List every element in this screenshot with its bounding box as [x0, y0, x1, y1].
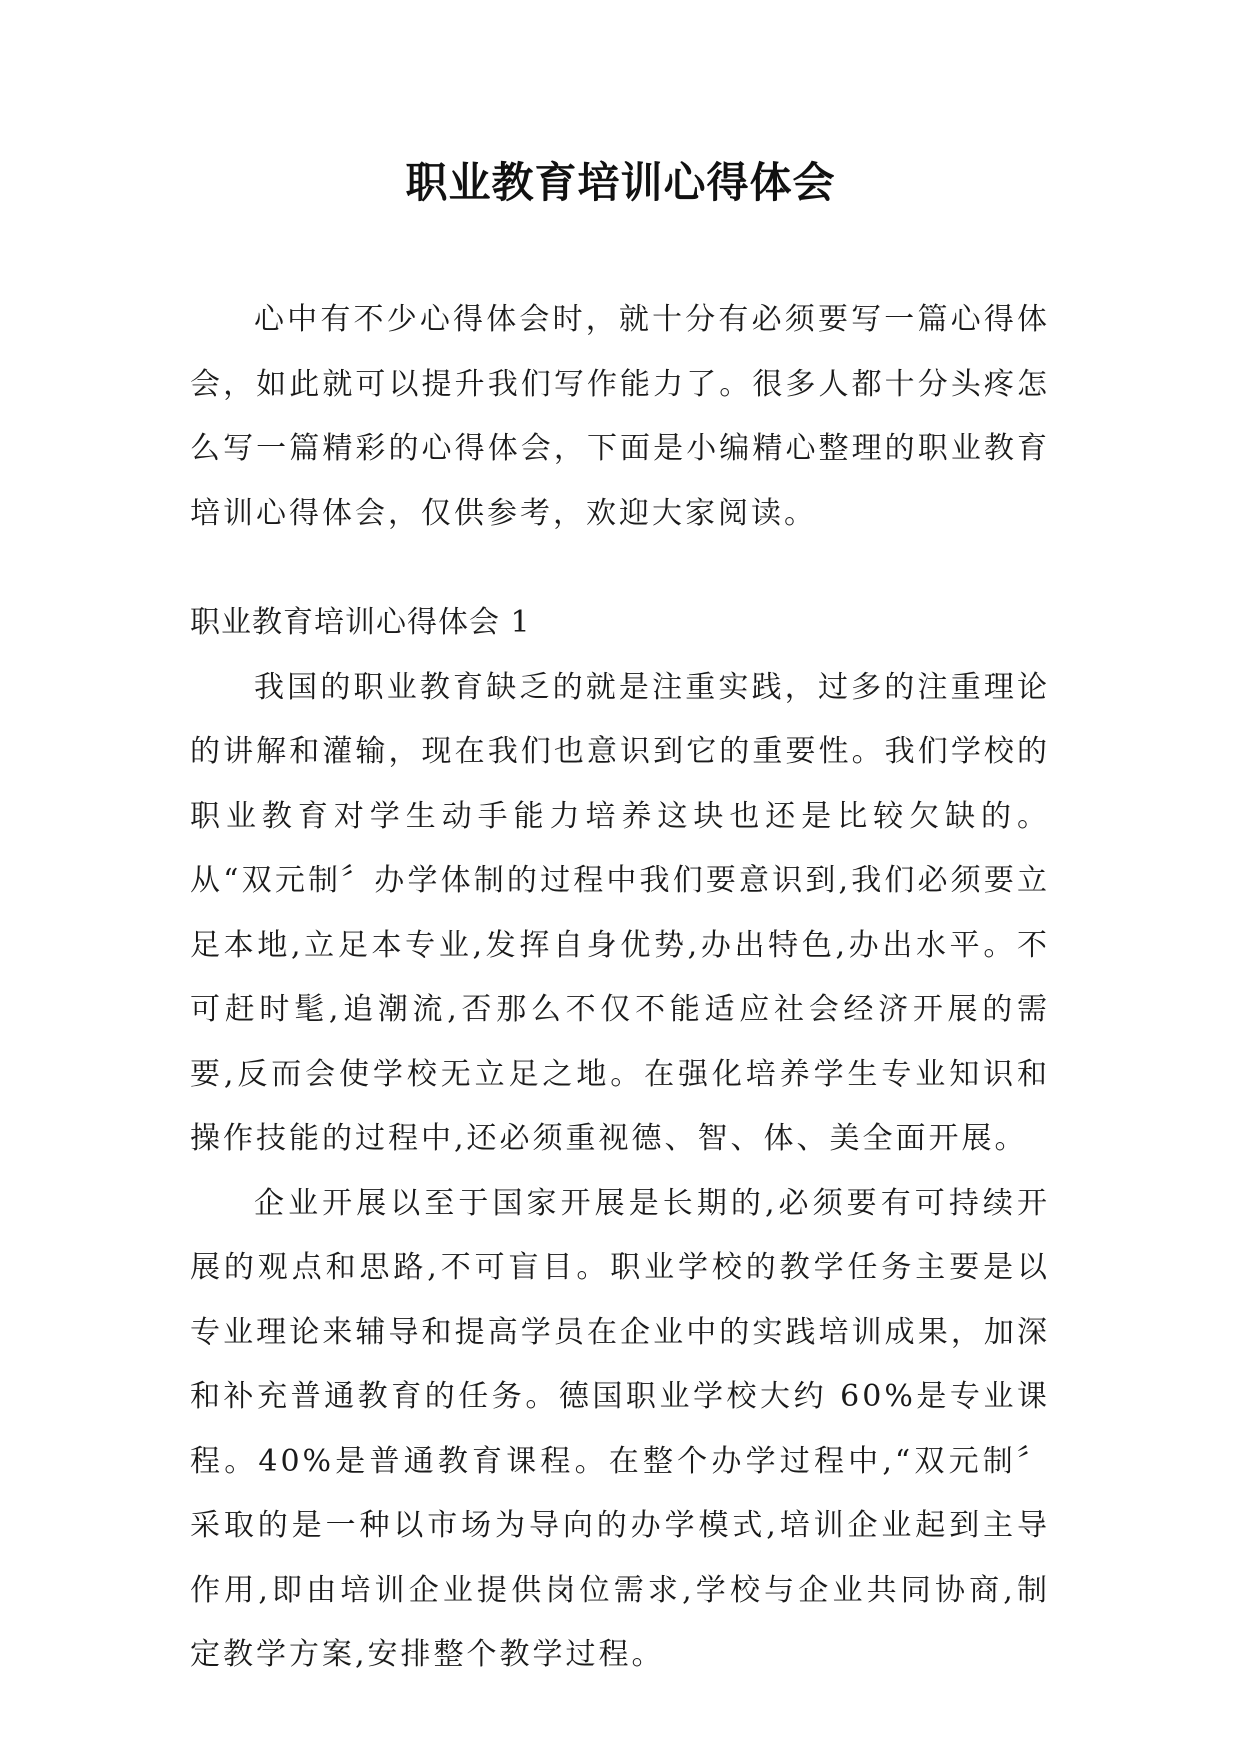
document-body — [190, 288, 1050, 1688]
section-heading: 职业教育培训心得体会 1 — [190, 605, 531, 640]
body-paragraph-1: 我国的职业教育缺乏的就是注重实践，过多的注重理论的讲解和灌输，现在我们也意识到它的重要性。我们学校的职业教育对学生动手能力培养这块也还是比较欠缺的。从“双元制〞办学体制的过程中我们要意识到,我们必须要立足本地,立足本专业,发挥自身优势,办出特色,办出水平。不可赶时髦,追潮流,否那么不仅不能适应社会经济开展的需要,反而会使学校无立足之地。在强化培养学生专业知识和操作技能的过程中,还必须重视德、智、体、美全面开展。 — [190, 669, 1050, 1156]
intro-paragraph: 心中有不少心得体会时，就十分有必须要写一篇心得体会，如此就可以提升我们写作能力了。很多人都十分头疼怎么写一篇精彩的心得体会，下面是小编精心整理的职业教育培训心得体会，仅供参考，欢迎大家阅读。 — [190, 302, 1050, 531]
section-1 — [190, 591, 1050, 1688]
document-title: 职业教育培训心得体会 — [405, 158, 836, 207]
body-paragraph-2: 企业开展以至于国家开展是长期的,必须要有可持续开展的观点和思路,不可盲目。职业学校的教学任务主要是以专业理论来辅导和提高学员在企业中的实践培训成果，加深和补充普通教育的任务。德国职业学校大约 60%是专业课程。40%是普通教育课程。在整个办学过程中,“双元制〞采取的是一种以市场为导向的办学模式,培训企业起到主导作用,即由培训企业提供岗位需求,学校与企业共同协商,制定教学方案,安排整个教学过程。 — [190, 1185, 1050, 1672]
